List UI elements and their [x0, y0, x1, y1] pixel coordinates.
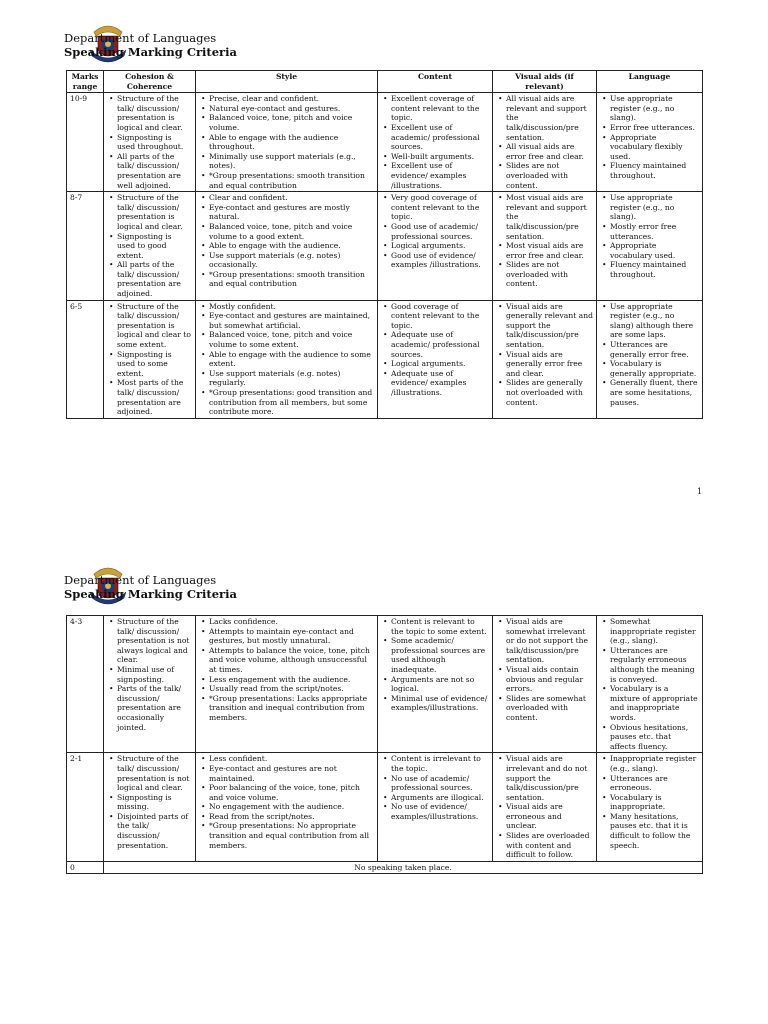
criterion-item: • No use of evidence/ examples/illustrations.: [391, 802, 489, 821]
criterion-item: • Signposting is used throughout.: [117, 133, 192, 152]
criterion-item: • Generally fluent, there are some hesitations, pauses.: [610, 378, 699, 407]
criterion-item: • Good coverage of content relevant to the topic.: [391, 302, 489, 331]
criterion-item: • Visual aids are irrelevant and do not support the talk/discussion/pre sentation.: [506, 754, 593, 802]
style-list: [199, 754, 374, 850]
cohesion-cell: [104, 93, 196, 192]
language-list: [600, 193, 699, 279]
cohesion-list: [107, 754, 192, 850]
cohesion-list: [107, 302, 192, 417]
criterion-item: • Excellent use of evidence/ examples /illustrations.: [391, 161, 489, 190]
criterion-item: • Most visual aids are relevant and support the talk/discussion/pre sentation.: [506, 193, 593, 241]
criterion-item: • Visual aids are generally relevant and support the talk/discussion/pre sentation.: [506, 302, 593, 350]
criterion-item: • Use appropriate register (e.g., no slang).: [610, 94, 699, 123]
criterion-item: • Obvious hesitations, pauses etc. that affects fluency.: [610, 723, 699, 752]
criterion-item: • Eye-contact and gestures are maintained, but somewhat artificial.: [209, 311, 374, 330]
criterion-item: • Usually read from the script/notes.: [209, 684, 374, 694]
criterion-item: • Fluency maintained throughout.: [610, 260, 699, 279]
visual-cell: [493, 753, 597, 862]
criterion-item: • Structure of the talk/ discussion/ presentation is not logical and clear.: [117, 754, 192, 792]
criterion-item: • Good use of evidence/ examples /illustrations.: [391, 251, 489, 270]
criterion-item: • Slides are overloaded with content and difficult to follow.: [506, 831, 593, 860]
cohesion-cell: [104, 300, 196, 418]
visual-list: [496, 193, 593, 289]
column-header-style: Style: [196, 71, 378, 93]
table-row: [67, 300, 703, 418]
content-cell: [378, 753, 493, 862]
criterion-item: • Utterances are erroneous.: [610, 774, 699, 793]
department-name: Department of Languages: [64, 31, 217, 45]
style-cell: [196, 753, 378, 862]
criteria-title: Speaking Marking Criteria: [64, 587, 237, 601]
table-row-zero: [67, 861, 703, 874]
criterion-item: • *Group presentations: smooth transition and equal contribution: [209, 270, 374, 289]
criterion-item: • Logical arguments.: [391, 359, 489, 369]
criterion-item: • Able to engage with the audience throughout.: [209, 133, 374, 152]
table-row: [67, 93, 703, 192]
criterion-item: • Vocabulary is inappropriate.: [610, 793, 699, 812]
criterion-item: • Use appropriate register (e.g., no slang).: [610, 193, 699, 222]
criterion-item: • Structure of the talk/ discussion/ presentation is logical and clear.: [117, 94, 192, 132]
criterion-item: • Balanced voice, tone, pitch and voice volume to a good extent.: [209, 222, 374, 241]
rubric-table-page2: [66, 615, 703, 874]
criterion-item: • No engagement with the audience.: [209, 802, 374, 812]
criterion-item: • Poor balancing of the voice, tone, pitch and voice volume.: [209, 783, 374, 802]
language-cell: [597, 93, 703, 192]
criterion-item: • Clear and confident.: [209, 193, 374, 203]
criterion-item: • Structure of the talk/ discussion/ presentation is logical and clear.: [117, 193, 192, 231]
no-speaking-cell: No speaking taken place.: [104, 861, 703, 874]
criterion-item: • Parts of the talk/ discussion/ presentation are occasionally jointed.: [117, 684, 192, 732]
criterion-item: • Most parts of the talk/ discussion/ presentation are adjoined.: [117, 378, 192, 416]
criterion-item: • Minimal use of signposting.: [117, 665, 192, 684]
criterion-item: • Many hesitations, pauses etc. that it is difficult to follow the speech.: [610, 812, 699, 850]
page-number: 1: [697, 487, 703, 496]
criterion-item: • Less engagement with the audience.: [209, 675, 374, 685]
column-header-visual-aids: Visual aids (if relevant): [493, 71, 597, 93]
content-cell: [378, 300, 493, 418]
criterion-item: • Signposting is used to good extent.: [117, 232, 192, 261]
style-cell: [196, 93, 378, 192]
style-list: [199, 302, 374, 417]
criterion-item: • Eye-contact and gestures are mostly natural.: [209, 203, 374, 222]
column-header-content: Content: [378, 71, 493, 93]
criterion-item: • Signposting is used to some extent.: [117, 350, 192, 379]
criterion-item: • Excellent use of academic/ professional sources.: [391, 123, 489, 152]
criterion-item: • All visual aids are relevant and support the talk/discussion/pre sentation.: [506, 94, 593, 142]
rubric-body-page2: [67, 616, 703, 874]
criterion-item: • Slides are somewhat overloaded with content.: [506, 694, 593, 723]
criterion-item: • Slides are not overloaded with content.: [506, 161, 593, 190]
visual-list: [496, 94, 593, 190]
style-list: [199, 193, 374, 289]
criterion-item: • Utterances are regularly erroneous although the meaning is conveyed.: [610, 646, 699, 684]
cohesion-cell: [104, 616, 196, 753]
content-cell: [378, 93, 493, 192]
criterion-item: • Use appropriate register (e.g., no slang) although there are some laps.: [610, 302, 699, 340]
criterion-item: • Able to engage with the audience.: [209, 241, 374, 251]
marks-range-cell: 2-1: [67, 753, 104, 862]
criterion-item: • Use support materials (e.g. notes) occasionally.: [209, 251, 374, 270]
criterion-item: • Less confident.: [209, 754, 374, 764]
style-cell: [196, 192, 378, 301]
style-cell: [196, 616, 378, 753]
content-list: [381, 302, 489, 398]
criterion-item: • Eye-contact and gestures are not maintained.: [209, 764, 374, 783]
language-cell: [597, 300, 703, 418]
visual-cell: [493, 616, 597, 753]
criterion-item: • *Group presentations: Lacks appropriate transition and inequal contribution from members.: [209, 694, 374, 723]
criterion-item: • Appropriate vocabulary flexibly used.: [610, 133, 699, 162]
criterion-item: • Attempts to balance the voice, tone, pitch and voice volume, although unsuccessful at times.: [209, 646, 374, 675]
criterion-item: • Fluency maintained throughout.: [610, 161, 699, 180]
criterion-item: • Structure of the talk/ discussion/ presentation is not always logical and clear.: [117, 617, 192, 665]
criteria-title: Speaking Marking Criteria: [64, 45, 237, 59]
criterion-item: • Very good coverage of content relevant to the topic.: [391, 193, 489, 222]
criterion-item: • Mostly error free utterances.: [610, 222, 699, 241]
language-list: [600, 302, 699, 408]
visual-cell: [493, 93, 597, 192]
cohesion-cell: [104, 753, 196, 862]
marks-range-cell: 8-7: [67, 192, 104, 301]
criterion-item: • Vocabulary is generally appropriate.: [610, 359, 699, 378]
cohesion-cell: [104, 192, 196, 301]
content-list: [381, 617, 489, 713]
criterion-item: • Somewhat inappropriate register (e.g., slang).: [610, 617, 699, 646]
column-header-language: Language: [597, 71, 703, 93]
criterion-item: • Most visual aids are error free and clear.: [506, 241, 593, 260]
criterion-item: • Natural eye-contact and gestures.: [209, 104, 374, 114]
column-header-cohesion: Cohesion & Coherence: [104, 71, 196, 93]
criterion-item: • Some academic/ professional sources are used although inadequate.: [391, 636, 489, 674]
criterion-item: • Visual aids contain obvious and regular errors.: [506, 665, 593, 694]
table-row: [67, 753, 703, 862]
criterion-item: • Utterances are generally error free.: [610, 340, 699, 359]
criterion-item: • Mostly confident.: [209, 302, 374, 312]
content-cell: [378, 616, 493, 753]
rubric-body-page1: [67, 93, 703, 419]
criterion-item: • Attempts to maintain eye-contact and gestures, but mostly unnatural.: [209, 627, 374, 646]
criterion-item: • Adequate use of evidence/ examples /illustrations.: [391, 369, 489, 398]
criterion-item: • Error free utterances.: [610, 123, 699, 133]
criterion-item: • Slides are not overloaded with content.: [506, 260, 593, 289]
language-cell: [597, 616, 703, 753]
marks-range-cell: 4-3: [67, 616, 104, 753]
language-list: [600, 94, 699, 180]
criterion-item: • Visual aids are generally error free and clear.: [506, 350, 593, 379]
marks-range-cell: 6-5: [67, 300, 104, 418]
criterion-item: • Lacks confidence.: [209, 617, 374, 627]
cohesion-list: [107, 617, 192, 732]
criterion-item: • All parts of the talk/ discussion/ presentation are well adjoined.: [117, 152, 192, 190]
marks-range-cell: 0: [67, 861, 104, 874]
criterion-item: • Well-built arguments.: [391, 152, 489, 162]
language-list: [600, 754, 699, 850]
style-cell: [196, 300, 378, 418]
table-header-row: [67, 71, 703, 93]
content-list: [381, 754, 489, 821]
language-cell: [597, 192, 703, 301]
style-list: [199, 617, 374, 723]
table-row: [67, 616, 703, 753]
criterion-item: • Balanced voice, tone, pitch and voice volume.: [209, 113, 374, 132]
criterion-item: • No use of academic/ professional sources.: [391, 774, 489, 793]
criterion-item: • Signposting is missing.: [117, 793, 192, 812]
criterion-item: • Able to engage with the audience to some extent.: [209, 350, 374, 369]
criterion-item: • Inappropriate register (e.g., slang).: [610, 754, 699, 773]
page2-header: [64, 574, 237, 601]
criterion-item: • Disjointed parts of the talk/ discussion/ presentation.: [117, 812, 192, 850]
criterion-item: • Use support materials (e.g. notes) regularly.: [209, 369, 374, 388]
criterion-item: • Adequate use of academic/ professional sources.: [391, 330, 489, 359]
criterion-item: • Read from the script/notes.: [209, 812, 374, 822]
criterion-item: • Visual aids are somewhat irrelevant or do not support the talk/discussion/pre sentation.: [506, 617, 593, 665]
rubric-table-page1: [66, 70, 703, 419]
cohesion-list: [107, 193, 192, 299]
language-list: [600, 617, 699, 751]
table-row: [67, 192, 703, 301]
visual-list: [496, 617, 593, 723]
criterion-item: • Content is irrelevant to the topic.: [391, 754, 489, 773]
visual-list: [496, 302, 593, 408]
department-name: Department of Languages: [64, 573, 217, 587]
criterion-item: • Content is relevant to the topic to some extent.: [391, 617, 489, 636]
criterion-item: • Slides are generally not overloaded with content.: [506, 378, 593, 407]
criterion-item: • *Group presentations: good transition and contribution from all members, but some contribute more.: [209, 388, 374, 417]
criterion-item: • Precise, clear and confident.: [209, 94, 374, 104]
criterion-item: • Vocabulary is a mixture of appropriate and inappropriate words.: [610, 684, 699, 722]
content-list: [381, 94, 489, 190]
language-cell: [597, 753, 703, 862]
criterion-item: • Minimal use of evidence/ examples/illustrations.: [391, 694, 489, 713]
content-list: [381, 193, 489, 270]
visual-cell: [493, 192, 597, 301]
criterion-item: • All visual aids are error free and clear.: [506, 142, 593, 161]
criterion-item: • All parts of the talk/ discussion/ presentation are adjoined.: [117, 260, 192, 298]
criterion-item: • Arguments are not so logical.: [391, 675, 489, 694]
visual-list: [496, 754, 593, 860]
column-header-marks: Marks range: [67, 71, 104, 93]
criterion-item: • Visual aids are erroneous and unclear.: [506, 802, 593, 831]
criterion-item: • Minimally use support materials (e.g., notes).: [209, 152, 374, 171]
criterion-item: • Excellent coverage of content relevant to the topic.: [391, 94, 489, 123]
criterion-item: • Balanced voice, tone, pitch and voice volume to some extent.: [209, 330, 374, 349]
criterion-item: • Structure of the talk/ discussion/ presentation is logical and clear to some extent.: [117, 302, 192, 350]
page1-header: [64, 32, 237, 59]
criterion-item: • Arguments are illogical.: [391, 793, 489, 803]
marks-range-cell: 10-9: [67, 93, 104, 192]
criterion-item: • *Group presentations: smooth transition and equal contribution: [209, 171, 374, 190]
criterion-item: • Good use of academic/ professional sources.: [391, 222, 489, 241]
criterion-item: • Appropriate vocabulary used.: [610, 241, 699, 260]
criterion-item: • Logical arguments.: [391, 241, 489, 251]
cohesion-list: [107, 94, 192, 190]
style-list: [199, 94, 374, 190]
visual-cell: [493, 300, 597, 418]
criterion-item: • *Group presentations: No appropriate transition and equal contribution from all members.: [209, 821, 374, 850]
content-cell: [378, 192, 493, 301]
